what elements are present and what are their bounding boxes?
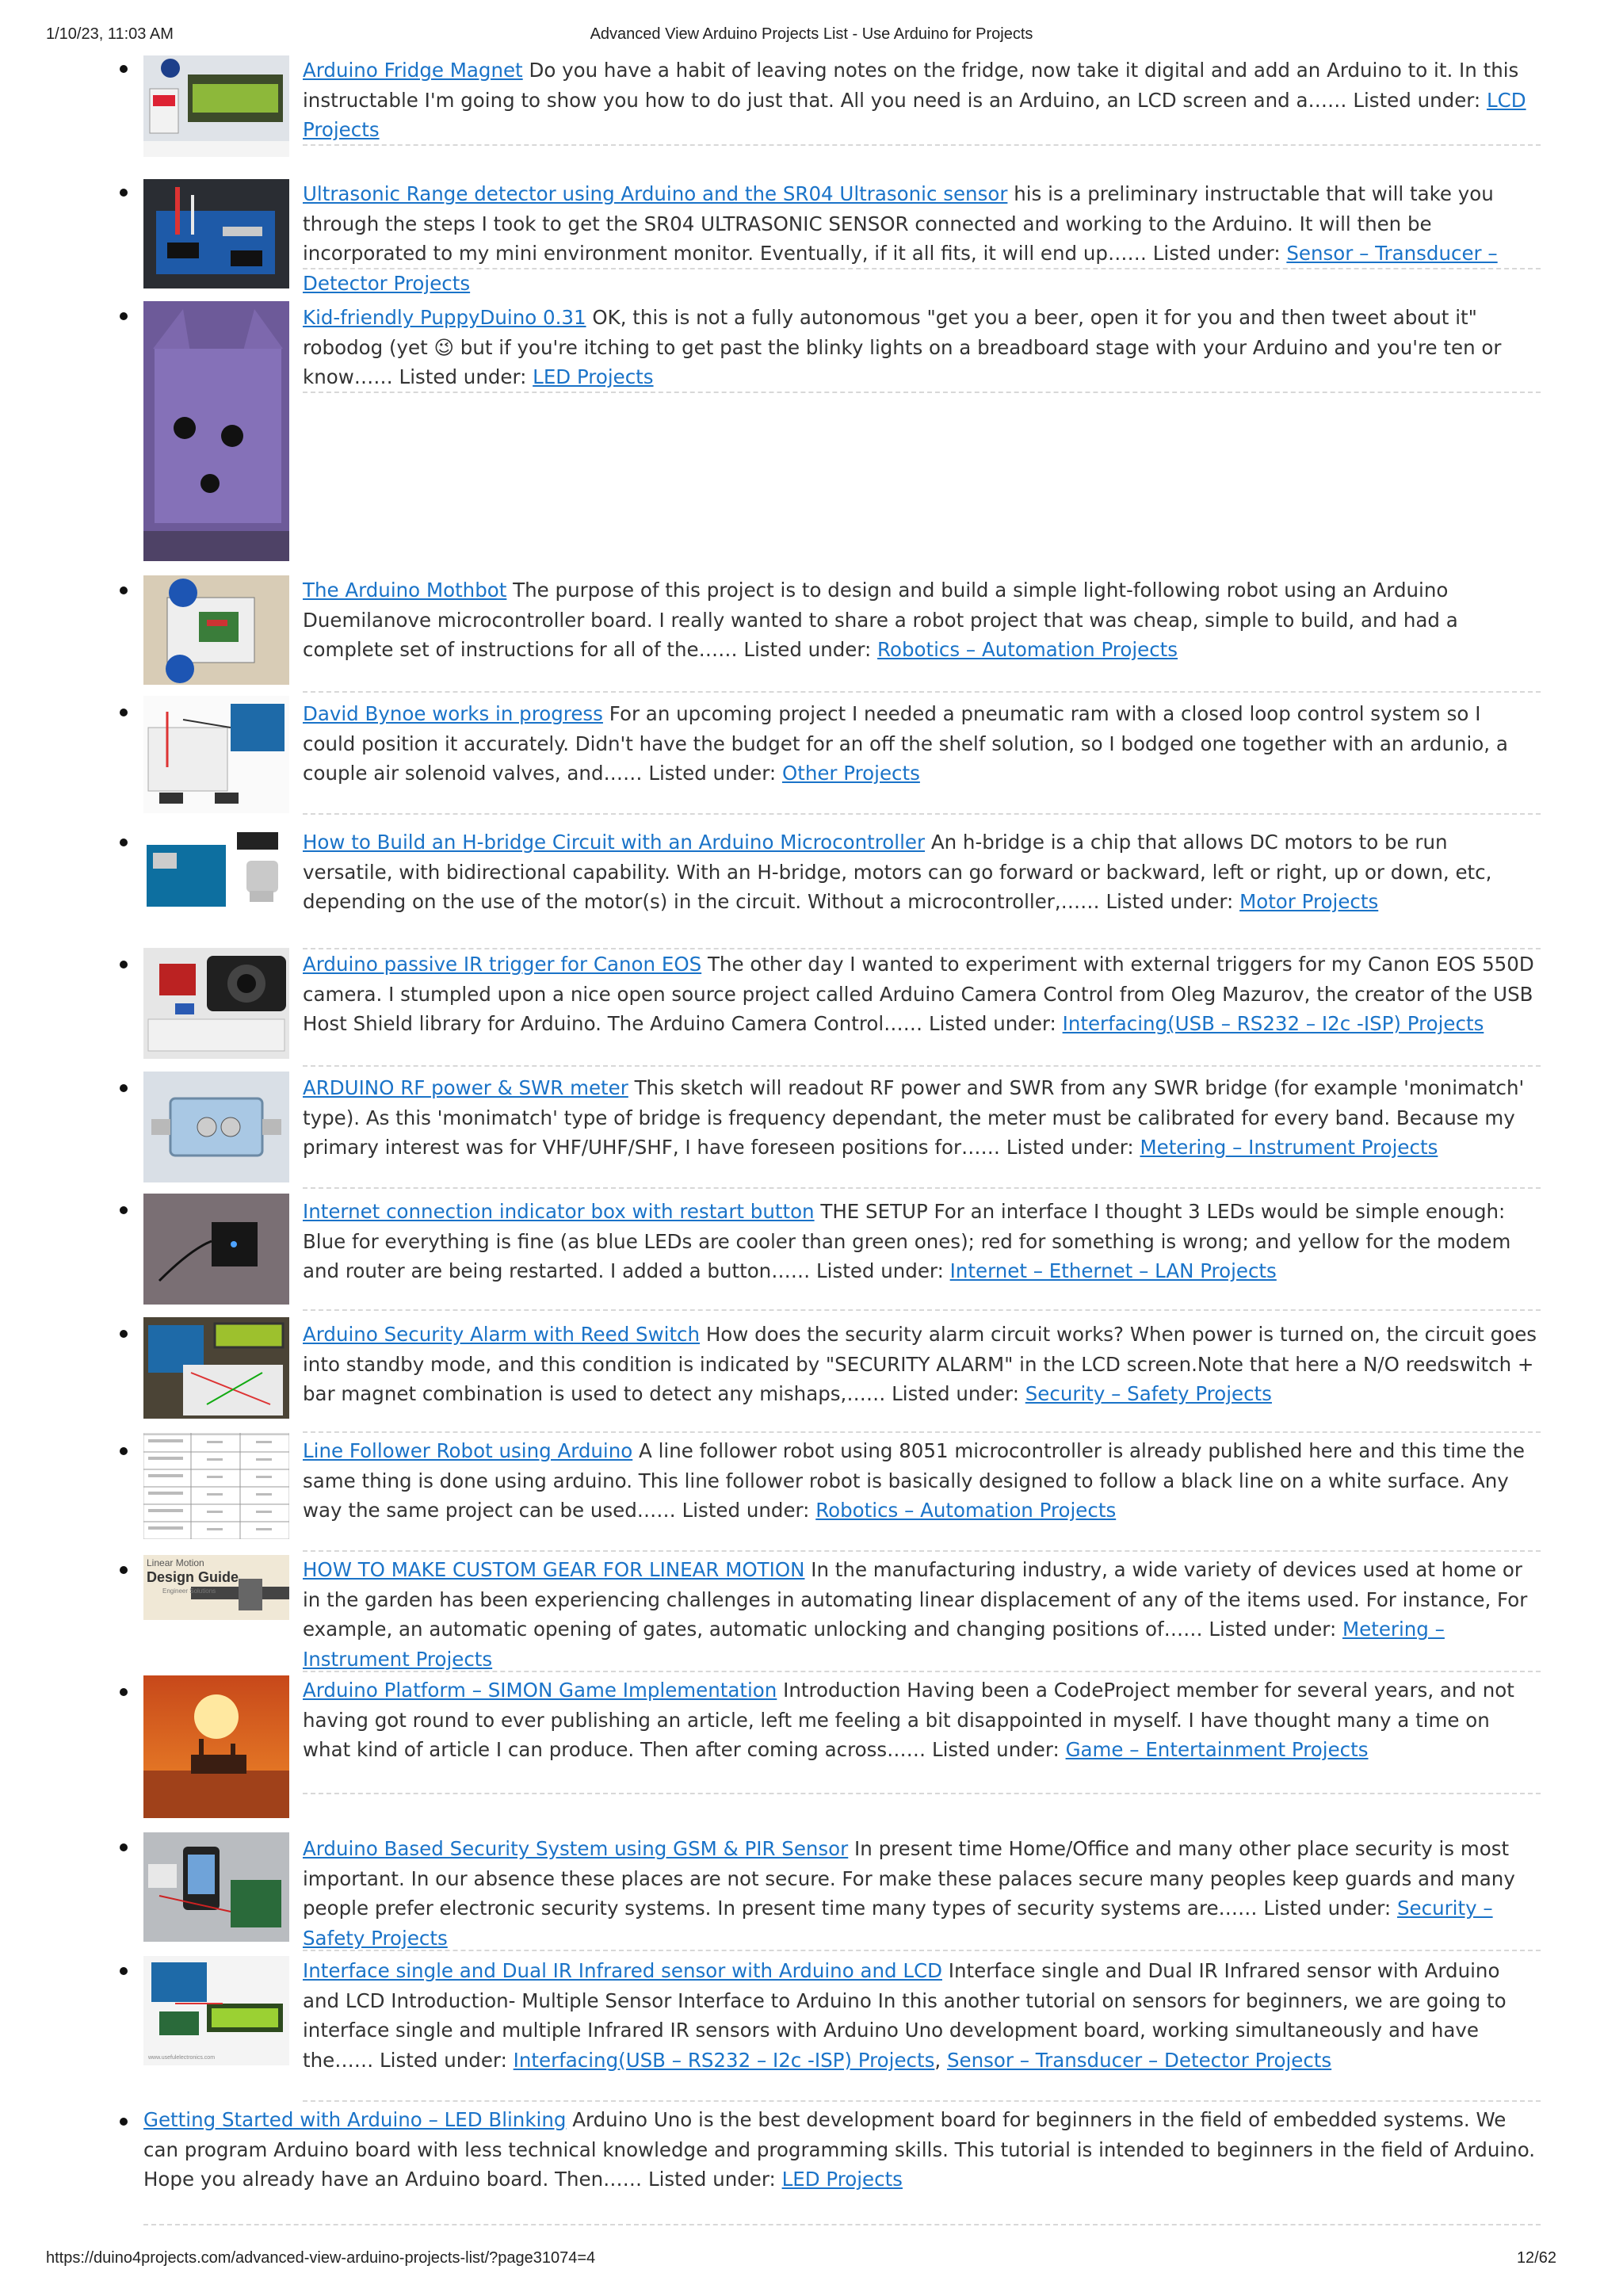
svg-text:Engineer Solutions: Engineer Solutions [162, 1587, 216, 1595]
list-bullet [120, 1967, 128, 1975]
project-summary [303, 1073, 1539, 1163]
listed-under-label: Listed under: [1106, 890, 1234, 913]
project-title-link[interactable]: David Bynoe works in progress [303, 702, 603, 725]
list-bullet [120, 1688, 128, 1696]
category-link[interactable]: Other Projects [781, 762, 920, 785]
project-description: For an upcoming project I needed a pneumatic ram with a closed loop control system so I could position it accurately. Didn't have the budget for an off the shelf solution, so I bodged one together with an ardunio, a couple air solenoid valves, and…… [303, 702, 1508, 785]
project-thumbnail[interactable] [143, 179, 289, 288]
project-thumbnail[interactable] [143, 1832, 289, 1942]
project-description: In the manufacturing industry, a wide variety of devices used at home or in the garden has been experiencing challenges in automating linear displacement of any of the items used. For instance, For example, an automatic opening of gates, automatic unlocking and changing positions of…… [303, 1558, 1528, 1641]
listed-under-label: Listed under: [743, 638, 872, 661]
project-title-link[interactable]: How to Build an H-bridge Circuit with an Arduino Microcontroller [303, 831, 926, 854]
category-link[interactable]: LED Projects [781, 2168, 903, 2191]
list-bullet [120, 839, 128, 846]
list-bullet [120, 586, 128, 594]
list-bullet [120, 312, 128, 320]
entry-divider [303, 392, 1541, 393]
list-bullet [120, 1330, 128, 1338]
list-bullet [120, 1447, 128, 1455]
list-bullet [120, 2118, 128, 2126]
entry-divider [303, 1309, 1541, 1311]
project-title-link[interactable]: Arduino Platform – SIMON Game Implementation [303, 1679, 777, 1702]
project-description: Arduino Uno is the best development board for beginners in the field of embedded systems. We can program Arduino board with less technical knowledge and programming skills. This tutorial is intended to beginners in the field of Arduino. Hope you already have an Arduino board. Then…… [143, 2108, 1536, 2191]
project-description: This sketch will readout RF power and SWR from any SWR bridge (for example 'monimatch' type). As this 'monimatch' type of bridge is frequency dependant, the meter must be calibrated for every band. Because my primary interest was for VHF/UHF/SHF, I have foreseen positions for…… [303, 1076, 1525, 1159]
project-title-link[interactable]: HOW TO MAKE CUSTOM GEAR FOR LINEAR MOTION [303, 1558, 805, 1581]
project-thumbnail[interactable] [143, 1194, 289, 1305]
project-description: In present time Home/Office and many other place security is most important. In our absence these places are not secure. For make these palaces secure many peoples keep guards and many people prefer electronic security systems. In present time many types of security systems are…… [303, 1837, 1515, 1920]
entry-divider [303, 1065, 1541, 1067]
print-datetime: 1/10/23, 11:03 AM [46, 25, 174, 43]
project-summary [303, 949, 1539, 1039]
project-thumbnail[interactable] [143, 696, 289, 813]
entry-divider [303, 268, 1541, 269]
project-thumbnail[interactable] [143, 1956, 289, 2065]
project-description: The other day I wanted to experiment with external triggers for my Canon EOS 550D camera. I stumpled upon a nice open source project called Arduino Camera Control from Oleg Mazurov, the creator of the USB Host Shield library for Arduino. The Arduino Camera Control…… [303, 953, 1534, 1035]
project-title-link[interactable]: ARDUINO RF power & SWR meter [303, 1076, 628, 1099]
project-description: How does the security alarm circuit works? When power is turned on, the circuit goes into standby mode, and this condition is indicated by "SECURITY ALARM" in the LCD screen.Note that here a N/O reedswitch + bar magnet combination is used to detect any mishaps,…… [303, 1323, 1537, 1405]
project-title-link[interactable]: Line Follower Robot using Arduino [303, 1439, 633, 1462]
category-link[interactable]: Security – Safety Projects [303, 1897, 1493, 1950]
category-link[interactable]: Sensor – Transducer – Detector Projects [946, 2048, 1332, 2072]
list-bullet [120, 1843, 128, 1851]
listed-under-label: Listed under: [931, 1738, 1060, 1761]
category-link[interactable]: Sensor – Transducer – Detector Projects [303, 242, 1498, 295]
list-bullet [120, 1206, 128, 1214]
project-summary [303, 179, 1539, 298]
project-thumbnail[interactable] [143, 575, 289, 685]
list-bullet [120, 709, 128, 716]
print-url: https://duino4projects.com/advanced-view-arduino-projects-list/?page31074=4 [46, 2249, 596, 2267]
project-summary [303, 575, 1539, 665]
project-thumbnail[interactable] [143, 1317, 289, 1419]
project-summary: Interface single and Dual IR Infrared sensor with Arduino and LCD Interface single and Dual IR Infrared sensor with Arduino and LCD Introduction- Multiple Sensor Interface to Arduino In this another tutorial on sensors for beginners, we are going to interface single and multiple Infrared IR sensors with Arduino Uno development board, working simultaneously and have the…… Listed under: Interfacing(USB – RS232 – I2c -ISP) Projects, Sensor – Transducer – Detector Projects [303, 1959, 1507, 2072]
listed-under-label: Listed under: [816, 1259, 944, 1282]
list-bullet [120, 65, 128, 73]
entry-divider [303, 1550, 1541, 1552]
project-thumbnail[interactable] [143, 948, 289, 1059]
listed-under-label: Listed under: [892, 1382, 1019, 1405]
entry-divider [303, 1431, 1541, 1433]
project-summary [303, 303, 1539, 392]
project-summary [303, 1197, 1539, 1286]
project-summary [303, 1320, 1539, 1409]
project-thumbnail[interactable] [143, 55, 289, 157]
project-title-link[interactable]: Ultrasonic Range detector using Arduino and the SR04 Ultrasonic sensor [303, 182, 1008, 205]
entry-divider [303, 813, 1541, 815]
print-page-title: Advanced View Arduino Projects List - Use Arduino for Projects [590, 25, 1033, 43]
entry-divider [303, 1950, 1541, 1951]
project-thumbnail[interactable] [143, 301, 289, 561]
category-link[interactable]: Robotics – Automation Projects [815, 1499, 1117, 1522]
list-bullet [120, 1566, 128, 1574]
project-description: Do you have a habit of leaving notes on the fridge, now take it digital and add an Arduino to it. In this instructable I'm going to show you how to do just that. All you need is an Arduino, an LCD screen and a…… [303, 59, 1519, 112]
listed-under-label: Listed under: [1209, 1618, 1337, 1641]
project-thumbnail[interactable] [143, 1555, 289, 1620]
project-description: The purpose of this project is to design and build a simple light-following robot using an Arduino Duemilanove microcontroller board. I really wanted to share a robot project that was cheap, simple to build, and had a complete set of instructions for all of the…… [303, 579, 1458, 661]
svg-text:Linear Motion: Linear Motion [147, 1557, 204, 1568]
listed-under-label: Listed under: [380, 2048, 507, 2072]
category-link[interactable]: Internet – Ethernet – LAN Projects [949, 1259, 1277, 1282]
project-thumbnail[interactable] [143, 1072, 289, 1182]
entry-divider [303, 144, 1541, 146]
project-summary [303, 1834, 1539, 1953]
project-summary [303, 827, 1539, 917]
category-link[interactable]: Security – Safety Projects [1025, 1382, 1272, 1405]
project-title-link[interactable]: The Arduino Mothbot [303, 579, 507, 602]
project-title-link[interactable]: Arduino Security Alarm with Reed Switch [303, 1323, 701, 1346]
listed-under-label: Listed under: [1152, 242, 1281, 265]
project-summary [303, 699, 1539, 789]
category-link[interactable]: Robotics – Automation Projects [877, 638, 1178, 661]
list-bullet [120, 1084, 128, 1092]
category-link[interactable]: Game – Entertainment Projects [1065, 1738, 1369, 1761]
project-thumbnail[interactable] [143, 829, 289, 911]
listed-under-label: Listed under: [928, 1012, 1056, 1035]
project-description: An h-bridge is a chip that allows DC motors to be run versatile, with bidirectional capability. With an H-bridge, motors can go forward or backward, left or right, up or down, etc, depending on the use of the motor(s) in the circuit. Without a microcontroller,…… [303, 831, 1492, 913]
project-description: his is a preliminary instructable that will take you through the steps I took to get the SR04 ULTRASONIC SENSOR connected and working to the Arduino. It will then be incorporated to my mini environment monitor. Eventually, if it all fits, it will end up…… [303, 182, 1494, 265]
svg-text:Design Guide: Design Guide [147, 1569, 239, 1585]
project-title-link[interactable]: Internet connection indicator box with restart button [303, 1200, 815, 1223]
category-link[interactable]: Metering – Instrument Projects [303, 1618, 1445, 1671]
listed-under-label: Listed under: [648, 762, 777, 785]
project-thumbnail[interactable] [143, 1433, 289, 1539]
project-summary [303, 1555, 1539, 1674]
entry-divider [303, 2100, 1541, 2102]
project-description: OK, this is not a fully autonomous "get you a beer, open it for you and then tweet about it" robodog (yet 😉 but if you're itching to get past the blinky lights on a breadboard stage with your Arduino and you're ten or know…… [303, 306, 1502, 388]
project-title-link[interactable]: Arduino Based Security System using GSM & PIR Sensor [303, 1837, 849, 1860]
entry-divider [143, 2224, 1541, 2225]
listed-under-label: Listed under: [1353, 88, 1481, 112]
category-link[interactable]: LCD Projects [303, 88, 1526, 141]
list-bullet [120, 189, 128, 197]
category-link[interactable]: Interfacing(USB – RS232 – I2c -ISP) Projects [1062, 1012, 1484, 1035]
project-summary [143, 2105, 1541, 2195]
listed-under-label: Listed under: [1263, 1897, 1392, 1920]
entry-divider [303, 1187, 1541, 1189]
entry-divider [303, 1793, 1541, 1794]
project-title-link[interactable]: Arduino Fridge Magnet [303, 59, 523, 82]
entry-divider [303, 1671, 1541, 1672]
project-title-link[interactable]: Arduino passive IR trigger for Canon EOS [303, 953, 702, 976]
project-summary [303, 1675, 1539, 1765]
project-summary [303, 1436, 1539, 1526]
list-bullet [120, 961, 128, 968]
listed-under-label: Listed under: [647, 2168, 776, 2191]
category-link[interactable]: Interfacing(USB – RS232 – I2c -ISP) Projects [513, 2048, 935, 2072]
svg-text:www.usefulelectronics.com: www.usefulelectronics.com [148, 2055, 216, 2061]
project-title-link[interactable]: Interface single and Dual IR Infrared sensor with Arduino and LCD [303, 1959, 942, 1982]
category-link[interactable]: Motor Projects [1239, 890, 1379, 913]
project-title-link[interactable]: Getting Started with Arduino – LED Blinking [143, 2108, 567, 2131]
project-summary [303, 55, 1539, 145]
page-number: 12/62 [1516, 2249, 1556, 2267]
listed-under-label: Listed under: [399, 365, 527, 388]
project-thumbnail[interactable] [143, 1675, 289, 1818]
project-title-link[interactable]: Kid-friendly PuppyDuino 0.31 [303, 306, 586, 329]
project-description: Interface single and Dual IR Infrared sensor with Arduino and LCD Introduction- Multiple Sensor Interface to Arduino In this another tutorial on sensors for beginners, we are going to interface single and multiple Infrared IR sensors with Arduino Uno development board, working simultaneously and have the…… [303, 1959, 1507, 2072]
category-link[interactable]: Metering – Instrument Projects [1140, 1136, 1438, 1159]
entry-divider [303, 691, 1541, 693]
category-link[interactable]: LED Projects [533, 365, 654, 388]
project-description: Introduction Having been a CodeProject member for several years, and not having got round to ever publishing an article, left me feeling a bit disappointed in myself. I have thought many a time on what kind of article I can produce. Then after coming across…… [303, 1679, 1514, 1761]
project-description: A line follower robot using 8051 microcontroller is already published here and this time the same thing is done using arduino. This line follower robot is basically designed to follow a black line on a white surface. Any way the same project can be used…… [303, 1439, 1525, 1522]
listed-under-label: Listed under: [682, 1499, 810, 1522]
project-description: THE SETUP For an interface I thought 3 LEDs would be simple enough: Blue for everything is fine (as blue LEDs are cooler than green ones); red for something is wrong; and yellow for the modem and router are being restarted. I added a button…… [303, 1200, 1511, 1282]
listed-under-label: Listed under: [1006, 1136, 1134, 1159]
